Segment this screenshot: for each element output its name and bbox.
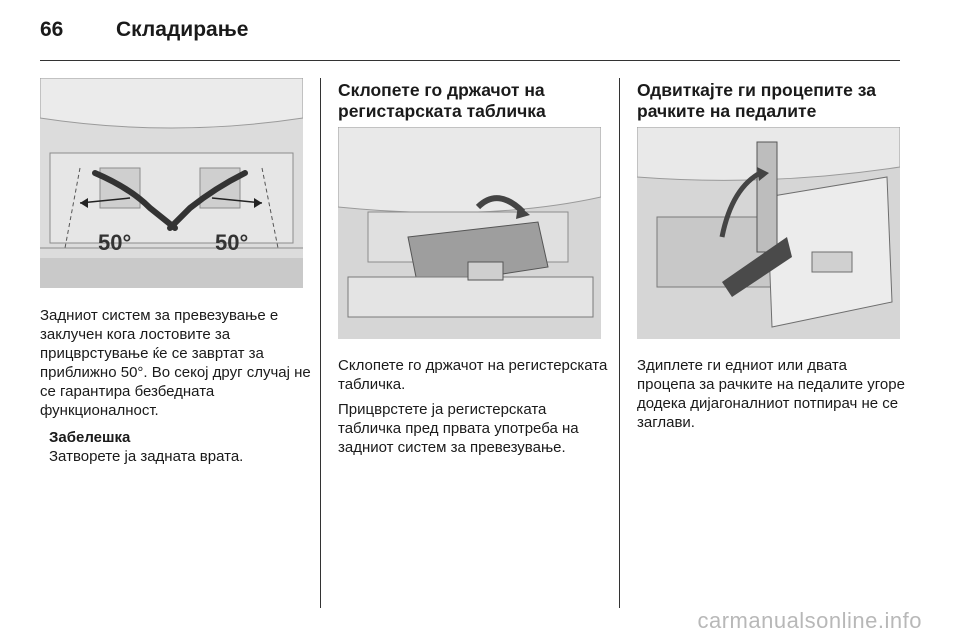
col2-heading: Склопете го држачот на регистарската табличка bbox=[338, 80, 546, 121]
angle-label-left: 50° bbox=[98, 230, 132, 255]
note-text: Затворете ја задната врата. bbox=[49, 448, 244, 465]
angle-label-right: 50° bbox=[215, 230, 249, 255]
pedal-slots-illustration bbox=[637, 127, 900, 339]
watermark: carmanualsonline.info bbox=[697, 608, 922, 633]
column-divider-2 bbox=[619, 78, 620, 608]
page-header bbox=[40, 18, 248, 48]
col2-paragraph-2: Прицврстете ја регистерската табличка пред првата употреба на задниот систем за превезување. bbox=[338, 401, 579, 456]
plate-holder-illustration bbox=[338, 127, 601, 339]
col1-paragraph: Задниот систем за превезување е заклучен кога лостовите за прицврстување ќе се завртат за приближно 50°. Во секој друг случај не се гарантира безбедната функционалност. bbox=[40, 307, 311, 419]
figure-pedal-slots bbox=[637, 127, 900, 339]
figure-plate-holder bbox=[338, 127, 601, 339]
col1-text bbox=[40, 306, 315, 466]
note-block bbox=[40, 428, 315, 466]
col3-text bbox=[637, 356, 907, 432]
col3-paragraph: Здиплете ги едниот или двата процепа за рачките на педалите угоре додека дијагоналниот потпирач не се заглави. bbox=[637, 357, 905, 431]
col2-paragraph-1: Склопете го држачот на регистерската табличка. bbox=[338, 357, 608, 393]
page-title: Складирање bbox=[116, 18, 249, 41]
col2-text bbox=[338, 356, 608, 457]
locking-levers-illustration bbox=[40, 78, 303, 288]
header-rule bbox=[40, 60, 900, 61]
note-label: Забелешка bbox=[49, 429, 131, 446]
figure-locking-levers bbox=[40, 78, 303, 288]
col3-heading: Одвиткајте ги процепите за рачките на педалите bbox=[637, 80, 876, 121]
page-number: 66 bbox=[40, 18, 64, 41]
column-divider-1 bbox=[320, 78, 321, 608]
